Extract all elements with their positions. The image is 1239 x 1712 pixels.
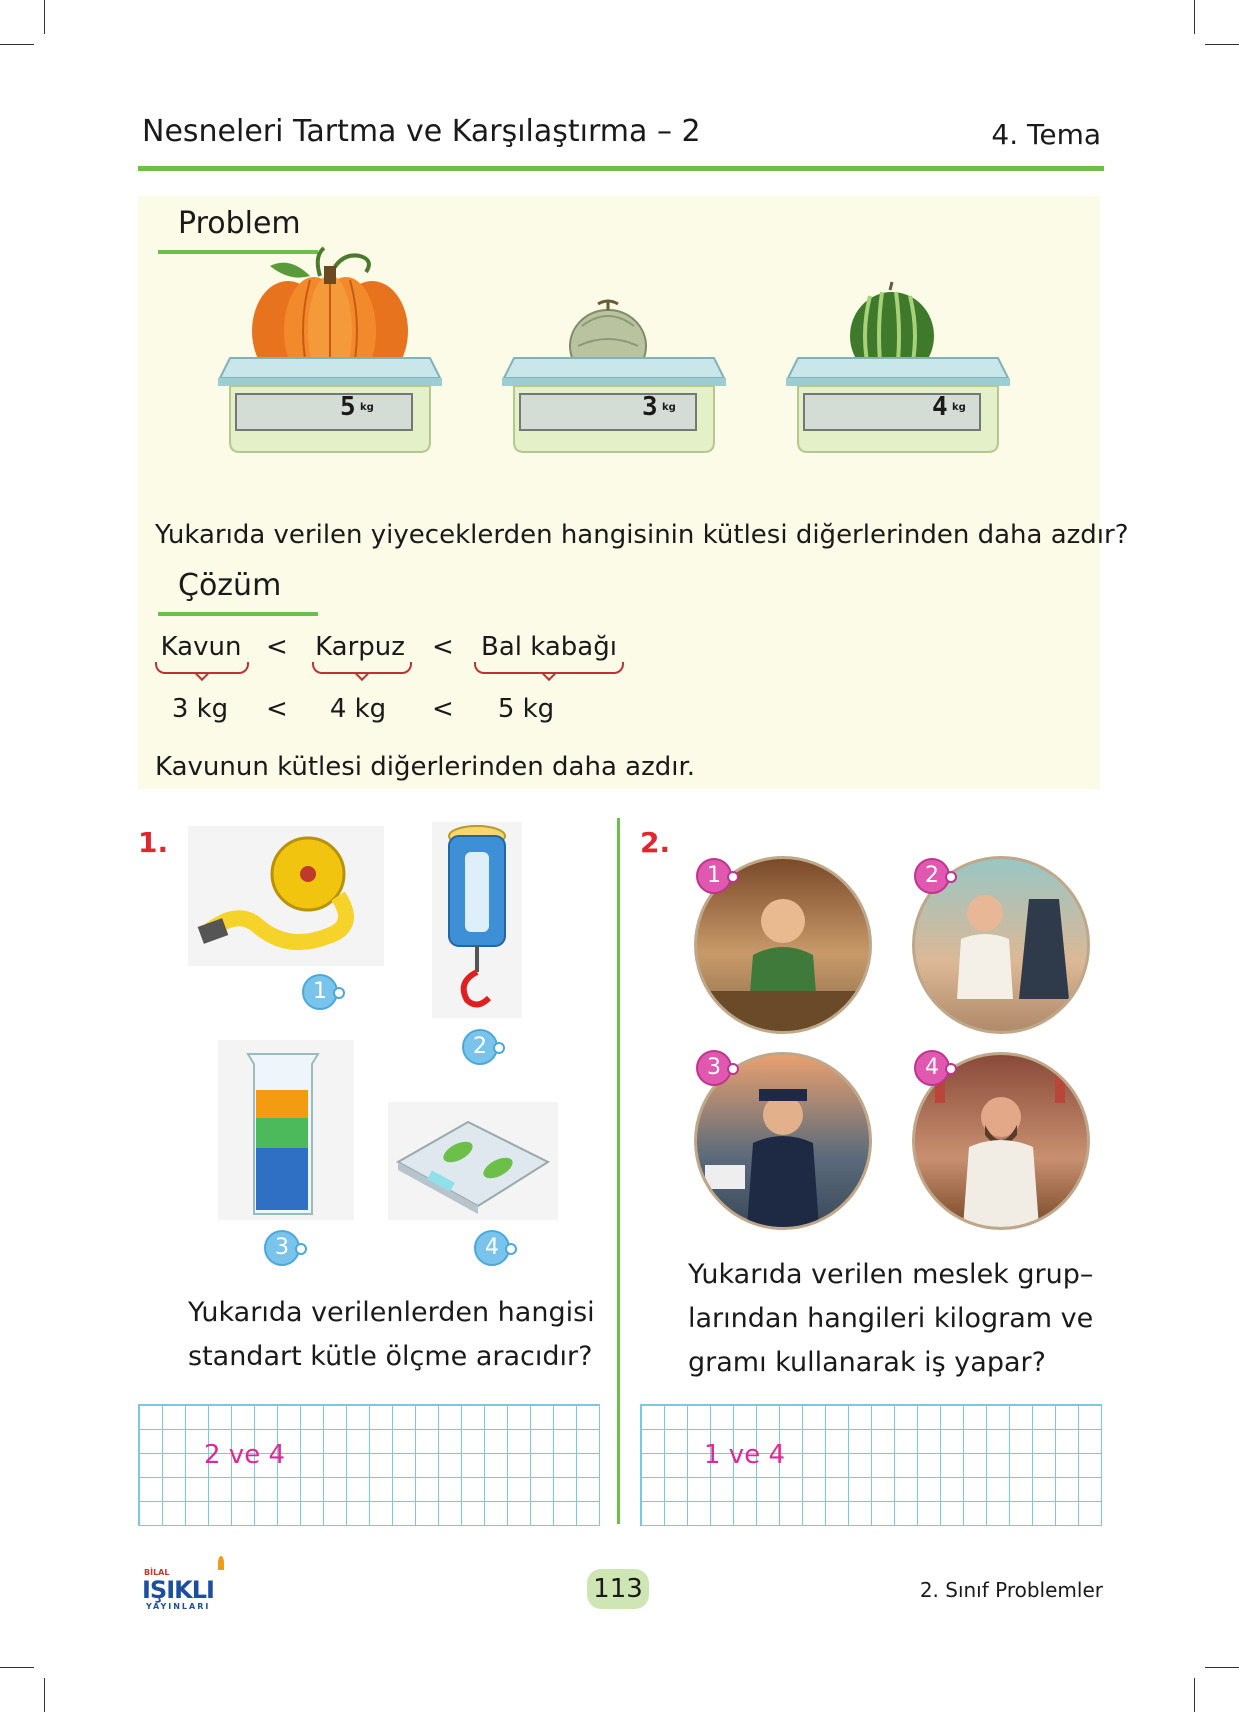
solution-heading-rule <box>158 612 318 616</box>
tape-measure-icon <box>188 826 384 966</box>
option-badge-4: 4 <box>914 1050 950 1086</box>
page-number: 113 <box>587 1569 649 1609</box>
question-2-text-line-1: Yukarıda verilen meslek grup– <box>688 1259 1094 1290</box>
measuring-cylinder-image <box>218 1040 354 1220</box>
publisher-logo-sub: YAYINLARI <box>146 1602 211 1611</box>
publisher-logo-name: IŞIKLI <box>142 1576 214 1604</box>
underbrace <box>312 662 412 674</box>
option-badge-3: 3 <box>696 1050 732 1086</box>
crop-mark <box>1194 0 1195 34</box>
column-divider <box>617 818 620 1524</box>
tape-measure-image <box>188 826 384 966</box>
less-than-symbol: < <box>266 694 288 724</box>
option-badge-2: 2 <box>914 858 950 894</box>
problem-heading: Problem <box>178 206 301 241</box>
underbrace <box>155 662 249 674</box>
scale-unit: kg <box>952 402 966 413</box>
question-1-number: 1. <box>138 826 169 859</box>
option-badge-1: 1 <box>696 858 732 894</box>
answer-1: 2 ve 4 <box>204 1440 285 1470</box>
scale-unit: kg <box>662 402 676 413</box>
underbrace <box>474 662 624 674</box>
publisher-logo <box>138 1556 238 1612</box>
scale-reading: 5 <box>340 392 356 422</box>
crop-mark <box>44 1678 45 1712</box>
torch-icon <box>218 1556 224 1570</box>
solution-mass-watermelon: 4 kg <box>329 694 387 724</box>
spring-scale-icon <box>432 822 522 1018</box>
theme-label: 4. Tema <box>991 118 1101 151</box>
scale-melon <box>494 246 734 476</box>
scale-pumpkin <box>210 246 450 476</box>
crop-mark <box>0 1667 34 1668</box>
less-than-symbol: < <box>266 632 288 662</box>
solution-conclusion: Kavunun kütlesi diğerlerinden daha azdır. <box>155 752 696 782</box>
crop-mark <box>1205 44 1239 45</box>
answer-2: 1 ve 4 <box>704 1440 785 1470</box>
question-2-text-line-3: gramı kullanarak iş yapar? <box>688 1347 1046 1378</box>
solution-name-pumpkin: Bal kabağı <box>481 632 617 662</box>
crop-mark <box>0 44 34 45</box>
watermelon-icon <box>778 246 1018 476</box>
option-badge-3: 3 <box>264 1230 300 1266</box>
question-1-text-line-1: Yukarıda verilenlerden hangisi <box>188 1297 595 1328</box>
scale-reading: 4 <box>932 392 948 422</box>
melon-icon <box>494 246 734 476</box>
less-than-symbol: < <box>432 694 454 724</box>
problem-question: Yukarıda verilen yiyeceklerden hangisinin kütlesi diğerlerinden daha azdır? <box>155 520 1129 550</box>
book-title: 2. Sınıf Problemler <box>919 1578 1103 1602</box>
pumpkin-icon <box>210 246 450 476</box>
scale-reading: 3 <box>642 392 658 422</box>
option-badge-4: 4 <box>474 1230 510 1266</box>
page-title: Nesneleri Tartma ve Karşılaştırma – 2 <box>142 114 701 149</box>
question-2-text-line-2: larından hangileri kilogram ve <box>688 1303 1094 1334</box>
solution-mass-melon: 3 kg <box>171 694 229 724</box>
solution-name-melon: Kavun <box>160 632 242 662</box>
solution-name-watermelon: Karpuz <box>315 632 405 662</box>
option-badge-1: 1 <box>302 974 338 1010</box>
question-2-number: 2. <box>640 826 671 859</box>
option-badge-2: 2 <box>462 1029 498 1065</box>
less-than-symbol: < <box>432 632 454 662</box>
crop-mark <box>44 0 45 34</box>
solution-mass-pumpkin: 5 kg <box>497 694 555 724</box>
publisher-logo-top: BİLAL <box>144 1568 170 1577</box>
bathroom-scale-image <box>388 1102 558 1220</box>
scale-unit: kg <box>360 402 374 413</box>
bathroom-scale-icon <box>388 1102 558 1220</box>
measuring-cylinder-icon <box>218 1040 354 1220</box>
question-1-text-line-2: standart kütle ölçme aracıdır? <box>188 1341 593 1372</box>
solution-heading: Çözüm <box>178 568 282 603</box>
crop-mark <box>1194 1678 1195 1712</box>
spring-scale-image <box>432 822 522 1018</box>
header-rule <box>138 166 1104 171</box>
crop-mark <box>1205 1667 1239 1668</box>
scale-watermelon <box>778 246 1018 476</box>
